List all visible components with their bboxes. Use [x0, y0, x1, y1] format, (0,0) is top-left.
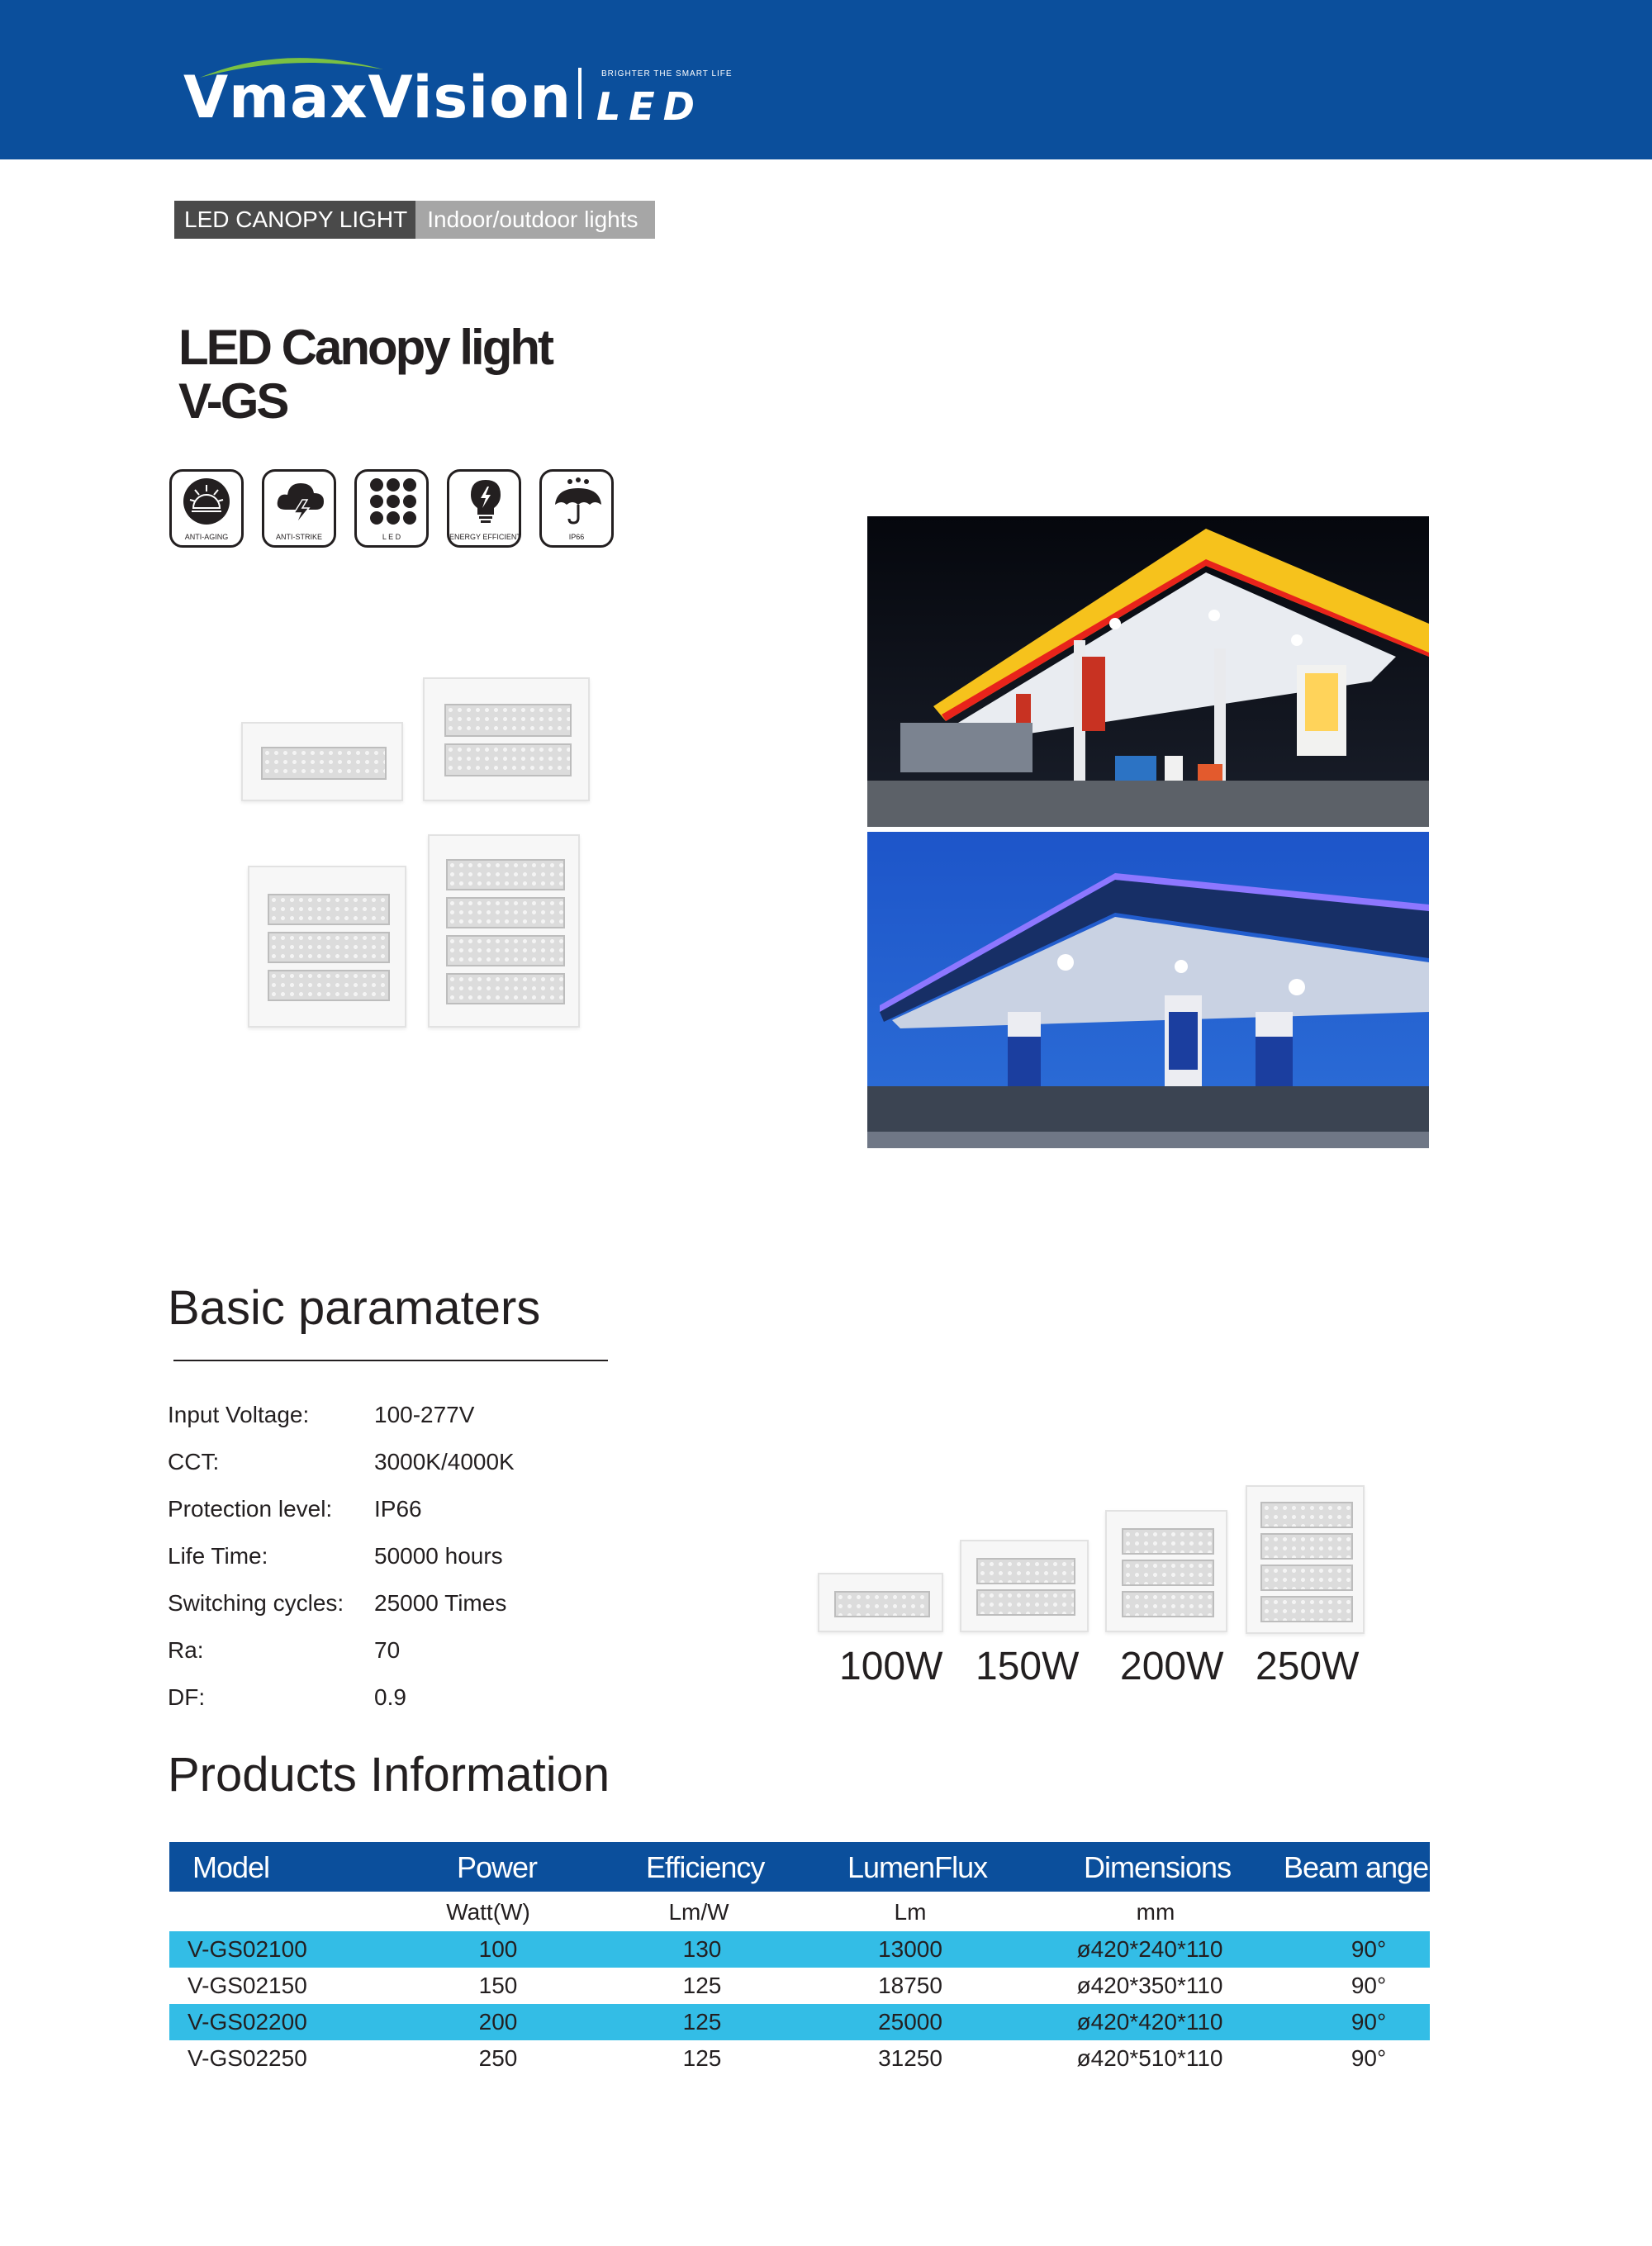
heading-underline [173, 1360, 608, 1361]
products-info-heading: Products Information [168, 1748, 610, 1802]
product-title: LED Canopy light [178, 320, 552, 375]
param-value: 100-277V [374, 1402, 475, 1427]
param-key: Life Time: [168, 1543, 268, 1569]
cell-lumen: 25000 [878, 2009, 942, 2035]
table-row [169, 2004, 1430, 2040]
param-row [168, 1684, 406, 1711]
cell-dimensions: ø420*240*110 [1076, 1936, 1223, 1962]
umbrella-icon [552, 477, 605, 526]
led-logo-mark: LED [596, 84, 703, 129]
column-header: Model [192, 1850, 270, 1884]
fixture-100w-photo [241, 722, 403, 801]
param-value: 3000K/4000K [374, 1449, 515, 1474]
cell-model: V-GS02250 [188, 2045, 307, 2071]
products-table [169, 1842, 1430, 2077]
wattage-label: 100W [839, 1645, 943, 1688]
unit-label: Lm/W [668, 1899, 729, 1925]
brand-tagline: BRIGHTER THE SMART LIFE [601, 69, 733, 78]
param-row [168, 1590, 506, 1617]
table-row [169, 1968, 1430, 2004]
cell-dimensions: ø420*420*110 [1076, 2009, 1223, 2035]
led-dots-icon [367, 477, 420, 526]
cell-power: 200 [478, 2009, 518, 2035]
cell-beam-angle: 90° [1351, 2009, 1387, 2035]
wattage-label: 200W [1120, 1645, 1224, 1688]
lineup-fixture-150w [960, 1540, 1089, 1632]
feature-label: ANTI-STRIKE [275, 533, 322, 541]
cell-lumen: 13000 [878, 1936, 942, 1962]
sun-icon [182, 477, 231, 526]
param-value: 70 [374, 1637, 401, 1663]
storm-cloud-icon [274, 477, 327, 526]
cell-efficiency: 130 [682, 1936, 722, 1962]
feature-anti-strike [262, 469, 336, 548]
feature-label: IP66 [568, 533, 585, 541]
cell-model: V-GS02200 [188, 2009, 307, 2035]
cell-power: 100 [478, 1936, 518, 1962]
cell-power: 250 [478, 2045, 518, 2071]
param-value: IP66 [374, 1496, 422, 1522]
column-header: Power [457, 1850, 538, 1884]
cell-lumen: 31250 [878, 2045, 942, 2071]
feature-label: ANTI-AGING [184, 533, 229, 541]
column-header: Dimensions [1084, 1850, 1232, 1884]
param-row [168, 1637, 400, 1664]
column-header: LumenFlux [847, 1850, 988, 1884]
cell-power: 150 [478, 1973, 518, 1998]
feature-label: L E D [382, 533, 401, 541]
fixture-200w-photo [248, 866, 406, 1028]
table-header-row [169, 1842, 1430, 1892]
param-key: Ra: [168, 1637, 204, 1663]
lineup-fixture-100w [818, 1573, 943, 1632]
cell-efficiency: 125 [682, 1973, 722, 1998]
feature-ip66 [539, 469, 614, 548]
cell-beam-angle: 90° [1351, 1936, 1387, 1962]
category-secondary: Indoor/outdoor lights [415, 201, 654, 239]
param-key: Input Voltage: [168, 1402, 310, 1427]
feature-led [354, 469, 429, 548]
cell-model: V-GS02150 [188, 1973, 307, 1998]
gas-station-photo [867, 516, 1429, 1148]
param-value: 25000 Times [374, 1590, 507, 1616]
feature-icons [169, 469, 614, 548]
brand-logo: VmaxVision [183, 64, 572, 131]
param-row [168, 1402, 474, 1428]
column-header: Beam ange [1284, 1850, 1429, 1884]
bulb-icon [459, 477, 512, 525]
table-units-row [169, 1892, 1430, 1931]
param-row [168, 1543, 503, 1569]
lineup-fixture-250w [1246, 1485, 1365, 1634]
param-row [168, 1449, 515, 1475]
wattage-label: 150W [976, 1645, 1080, 1688]
unit-label: mm [1136, 1899, 1175, 1925]
param-key: CCT: [168, 1449, 220, 1474]
feature-energy-efficient [447, 469, 521, 548]
table-row [169, 1931, 1430, 1968]
table-row [169, 2040, 1430, 2077]
logo-divider [578, 68, 582, 119]
wattage-label: 250W [1256, 1645, 1360, 1688]
unit-label: Watt(W) [446, 1899, 530, 1925]
param-key: DF: [168, 1684, 206, 1710]
cell-efficiency: 125 [682, 2045, 722, 2071]
column-header: Efficiency [646, 1850, 765, 1884]
param-row [168, 1496, 422, 1522]
cell-beam-angle: 90° [1351, 1973, 1387, 1998]
cell-dimensions: ø420*350*110 [1076, 1973, 1223, 1998]
cell-dimensions: ø420*510*110 [1076, 2045, 1223, 2071]
cell-beam-angle: 90° [1351, 2045, 1387, 2071]
param-key: Protection level: [168, 1496, 333, 1522]
param-key: Switching cycles: [168, 1590, 344, 1616]
category-tag [174, 201, 655, 239]
param-value: 50000 hours [374, 1543, 503, 1569]
cell-model: V-GS02100 [188, 1936, 307, 1962]
feature-anti-aging [169, 469, 244, 548]
category-primary: LED CANOPY LIGHT [174, 201, 415, 239]
param-value: 0.9 [374, 1684, 406, 1710]
lineup-fixture-200w [1105, 1510, 1227, 1632]
cell-efficiency: 125 [682, 2009, 722, 2035]
basic-parameters-heading: Basic paramaters [168, 1281, 541, 1335]
unit-label: Lm [894, 1899, 927, 1925]
fixture-150w-photo [423, 677, 590, 801]
feature-label: ENERGY EFFICIENT [449, 533, 521, 541]
fixture-250w-photo [428, 834, 580, 1028]
product-model: V-GS [178, 373, 287, 429]
cell-lumen: 18750 [878, 1973, 942, 1998]
